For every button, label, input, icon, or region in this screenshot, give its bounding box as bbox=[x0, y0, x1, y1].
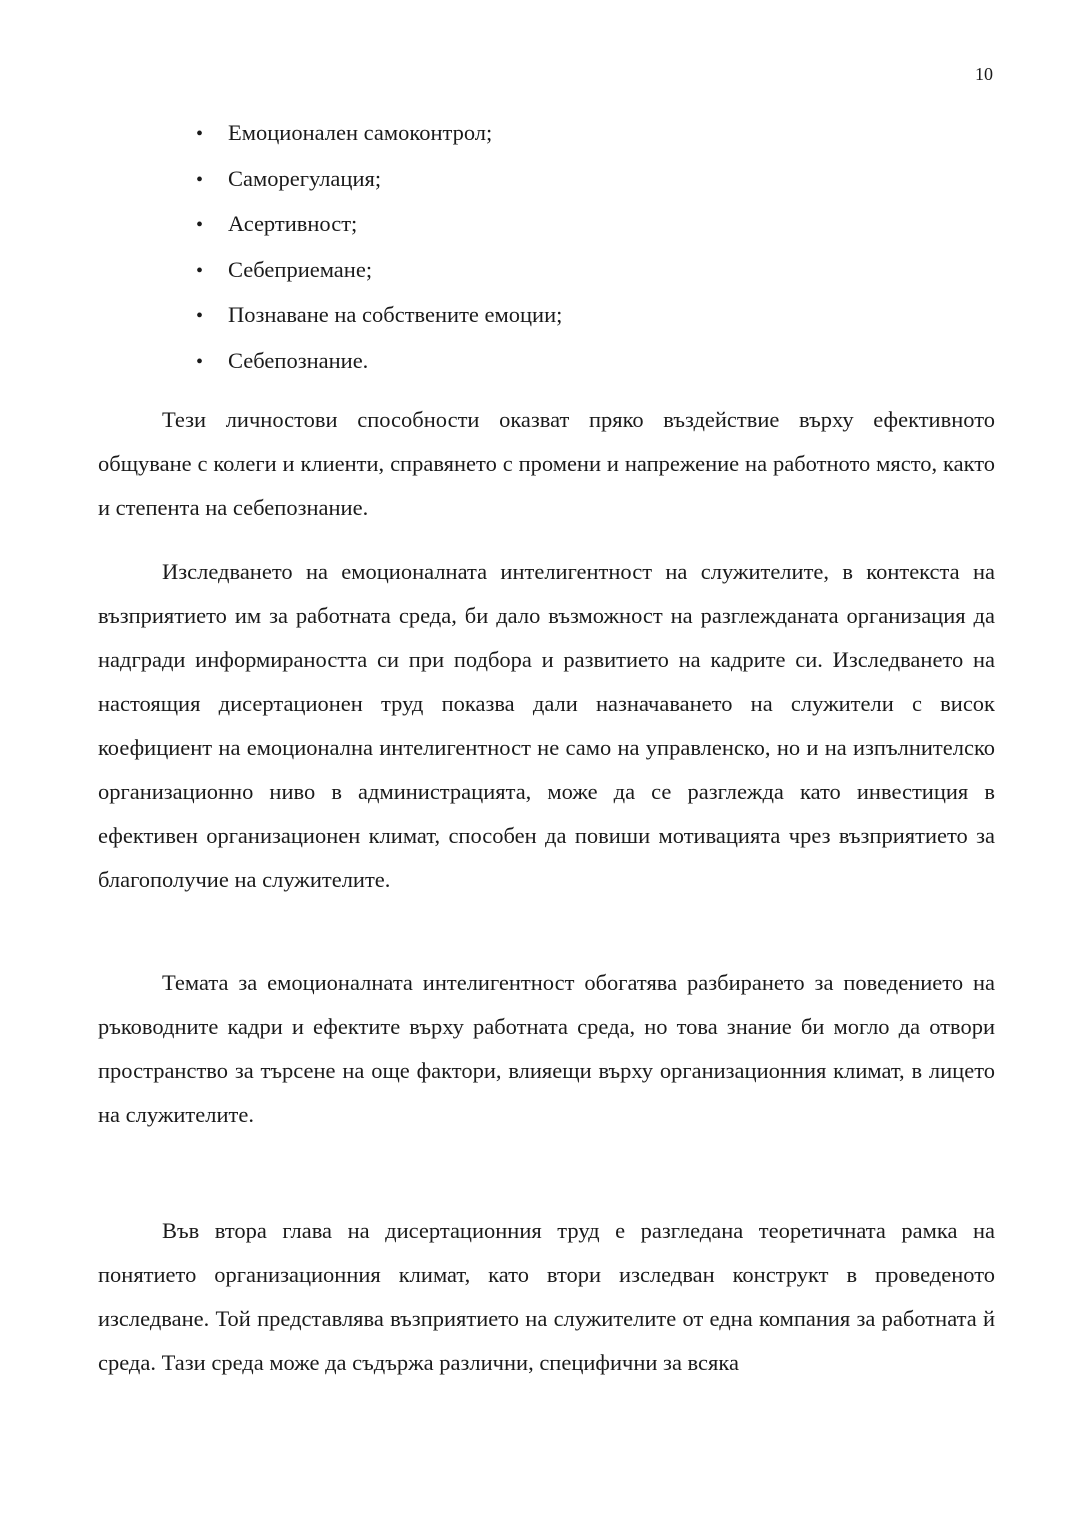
bullet-icon: • bbox=[196, 259, 204, 282]
list-item bbox=[196, 201, 562, 247]
list-item bbox=[196, 247, 562, 293]
list-item-text: Саморегулация; bbox=[228, 165, 382, 191]
bullet-icon: • bbox=[196, 168, 204, 191]
list-item bbox=[196, 156, 562, 202]
bullet-icon: • bbox=[196, 350, 204, 373]
paragraph-personal-abilities: Тези личностови способности оказват пряко въздействие върху ефективното общуване с колеги и клиенти, справянето с промени и напрежение на работното място, както и степента на себепознание. bbox=[98, 407, 995, 520]
bullet-icon: • bbox=[196, 305, 204, 327]
paragraph-topic-ei: Темата за емоционалната интелигентност обогатява разбирането за поведението на ръководните кадри и ефектите върху работната среда, но това знание би могло да отвори пространство за търсене на още фактори, влияещи върху организационния климат, в лицето на служителите. bbox=[98, 970, 995, 1127]
list-item-text: Асертивност; bbox=[228, 211, 358, 236]
list-item-text: Емоционален самоконтрол; bbox=[228, 120, 493, 145]
bullet-icon: • bbox=[196, 123, 204, 145]
list-item-text: Познаване на собствените емоции; bbox=[228, 302, 563, 327]
paragraph-chapter-two: Във втора глава на дисертационния труд е разгледана теоретичната рамка на понятието организационния климат, като втори изследван конструкт в проведеното изследване. Той представлява възприятието на служителите от една компания за работната й среда. Тази среда може да съдържа различни, специфични за всяка bbox=[98, 1218, 995, 1375]
list-item-text: Себеприемане; bbox=[228, 256, 373, 282]
bullet-icon: • bbox=[196, 214, 204, 236]
list-item bbox=[196, 292, 562, 338]
bullet-list bbox=[196, 110, 562, 383]
paragraph-research-ei: Изследването на емоционалната интелигентност на служителите, в контекста на възприятието им за работната среда, би дало възможност на разглежданата организация да надгради информираността си при подбора и развитието на кадрите си. Изследването на настоящия дисертационен труд показва дали назначаването на служители с висок коефициент на емоционална интелигентност не само на управленско, но и на изпълнителско организационно ниво в администрацията, може да се разглежда като инвестиция в ефективен организационен климат, способен да повиши мотивацията чрез възприятието за благополучие на служителите. bbox=[98, 559, 995, 892]
page-number: 10 bbox=[975, 64, 993, 84]
list-item-text: Себепознание. bbox=[228, 347, 369, 373]
list-item bbox=[196, 110, 562, 156]
list-item bbox=[196, 338, 562, 384]
